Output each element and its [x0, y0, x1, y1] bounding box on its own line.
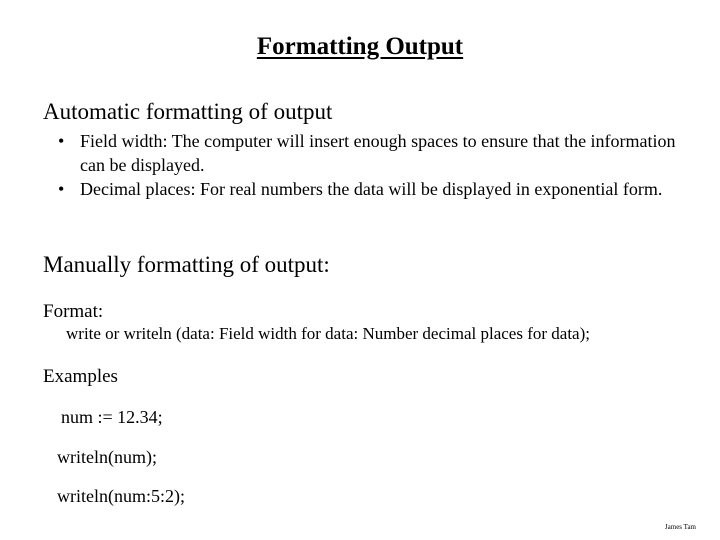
format-syntax: write or writeln (data: Field width for data: Number decimal places for data);	[66, 324, 590, 343]
automatic-formatting-heading: Automatic formatting of output	[43, 99, 333, 124]
bullet-dot: •	[58, 179, 65, 199]
bullet-field-width	[58, 129, 678, 177]
example-line-3: writeln(num:5:2);	[57, 486, 185, 506]
bullet-decimal-places	[58, 177, 678, 201]
examples-label: Examples	[43, 366, 118, 387]
format-label: Format:	[43, 301, 104, 322]
automatic-formatting-bullets	[58, 129, 678, 201]
bullet-dot: •	[58, 131, 65, 151]
slide-title: Formatting Output	[256, 33, 464, 60]
example-line-1: num := 12.34;	[61, 407, 163, 427]
example-line-2: writeln(num);	[57, 447, 157, 467]
author-footer: James Tam	[664, 523, 696, 531]
bullet-text: Field width: The computer will insert enough spaces to ensure that the information can be displayed.	[80, 131, 676, 175]
bullet-text: Decimal places: For real numbers the data will be displayed in exponential form.	[80, 179, 663, 199]
manual-formatting-heading: Manually formatting of output:	[43, 252, 330, 277]
